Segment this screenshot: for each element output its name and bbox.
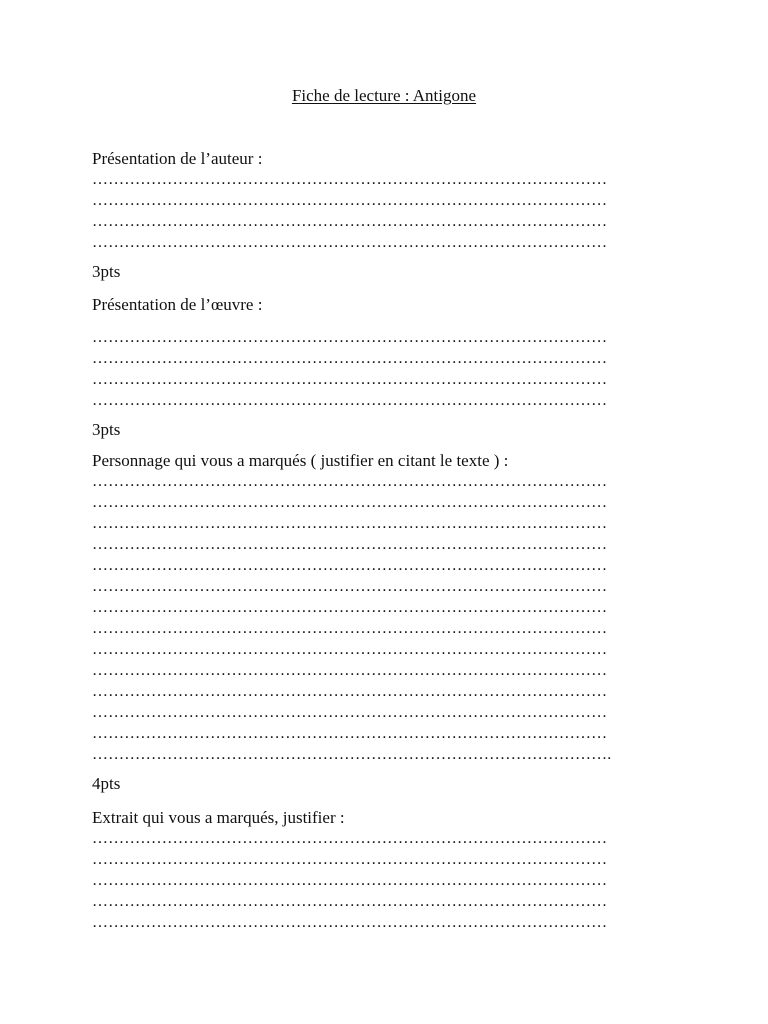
answer-line[interactable]: …………………………………………………………………………………… bbox=[92, 641, 608, 658]
section-heading: Présentation de l’auteur : bbox=[92, 149, 263, 168]
answer-line[interactable]: …………………………………………………………………………………… bbox=[92, 578, 608, 595]
answer-line[interactable]: …………………………………………………………………………………… bbox=[92, 683, 608, 700]
section-heading: Extrait qui vous a marqués, justifier : bbox=[92, 808, 345, 827]
answer-line[interactable]: …………………………………………………………………………………… bbox=[92, 725, 608, 742]
answer-line[interactable]: …………………………………………………………………………………… bbox=[92, 599, 608, 616]
section-character bbox=[92, 450, 692, 794]
section-heading: Présentation de l’œuvre : bbox=[92, 295, 263, 314]
answer-line[interactable]: …………………………………………………………………………………… bbox=[92, 914, 608, 931]
answer-line[interactable]: …………………………………………………………………………………… bbox=[92, 662, 608, 679]
answer-line[interactable]: …………………………………………………………………………………… bbox=[92, 830, 608, 847]
points-label: 4pts bbox=[92, 774, 121, 793]
answer-line[interactable]: …………………………………………………………………………………… bbox=[92, 704, 608, 721]
section-work bbox=[92, 294, 692, 440]
answer-line[interactable]: …………………………………………………………………………………… bbox=[92, 473, 608, 490]
answer-line[interactable]: …………………………………………………………………………………… bbox=[92, 213, 608, 230]
answer-line[interactable]: …………………………………………………………………………………… bbox=[92, 557, 608, 574]
points-label: 3pts bbox=[92, 262, 121, 281]
answer-line[interactable]: …………………………………………………………………………………… bbox=[92, 171, 608, 188]
answer-line[interactable]: …………………………………………………………………………………… bbox=[92, 350, 608, 367]
answer-line[interactable]: …………………………………………………………………………………… bbox=[92, 371, 608, 388]
answer-line[interactable]: …………………………………………………………………………………… bbox=[92, 851, 608, 868]
answer-line[interactable]: …………………………………………………………………………………… bbox=[92, 620, 608, 637]
answer-line[interactable]: …………………………………………………………………………………… bbox=[92, 494, 608, 511]
answer-line[interactable]: …………………………………………………………………………………… bbox=[92, 192, 608, 209]
answer-line[interactable]: …………………………………………………………………………………… bbox=[92, 234, 608, 251]
answer-line[interactable]: …………………………………………………………………………………… bbox=[92, 329, 608, 346]
answer-line[interactable]: …………………………………………………………………………………… bbox=[92, 515, 608, 532]
section-author bbox=[92, 148, 692, 282]
answer-line[interactable]: …………………………………………………………………………………… bbox=[92, 392, 608, 409]
answer-line[interactable]: …………………………………………………………………………………… bbox=[92, 536, 608, 553]
section-heading: Personnage qui vous a marqués ( justifier en citant le texte ) : bbox=[92, 451, 509, 470]
page-title: Fiche de lecture : Antigone bbox=[291, 86, 477, 105]
section-excerpt bbox=[92, 807, 692, 933]
answer-line[interactable]: …………………………………………………………………………………… bbox=[92, 872, 608, 889]
answer-line[interactable]: …………………………………………………………………………………… bbox=[92, 893, 608, 910]
points-label: 3pts bbox=[92, 420, 121, 439]
answer-line[interactable]: ……………………………………………………………………………………. bbox=[92, 746, 612, 763]
